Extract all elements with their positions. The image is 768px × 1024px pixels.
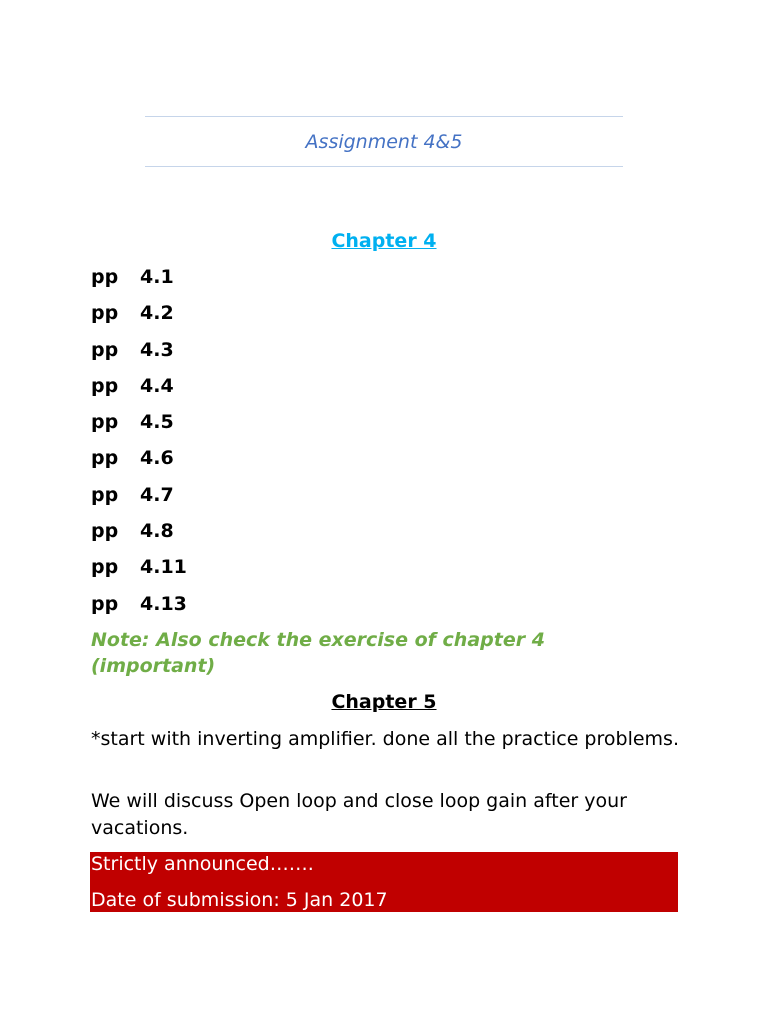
problem-number: 4.4 (140, 374, 174, 397)
chapter-5-instruction: *start with inverting amplifier. done all the practice problems. (91, 728, 679, 750)
problem-number: 4.7 (140, 483, 174, 506)
list-item (91, 337, 187, 373)
problem-number: 4.6 (140, 447, 174, 470)
problem-prefix: pp (91, 302, 119, 325)
chapter-4-heading: Chapter 4 (331, 230, 437, 252)
list-item (91, 554, 187, 590)
problem-number: 4.13 (140, 592, 187, 615)
list-item (91, 300, 187, 336)
problem-prefix: pp (91, 592, 119, 615)
list-item (91, 264, 187, 300)
chapter-4-note: Note: Also check the exercise of chapter 4 (important) (91, 629, 545, 677)
list-item (91, 591, 187, 627)
list-item (91, 409, 187, 445)
problem-number: 4.2 (140, 302, 174, 325)
problem-number: 4.11 (140, 556, 187, 579)
list-item (91, 518, 187, 554)
problem-prefix: pp (91, 411, 119, 434)
problem-number: 4.5 (140, 411, 174, 434)
problem-prefix: pp (91, 556, 119, 579)
header-top-rule (145, 116, 623, 117)
list-item (91, 482, 187, 518)
problem-prefix: pp (91, 266, 119, 288)
problem-prefix: pp (91, 338, 119, 361)
announcement-text: Strictly announced……. (91, 853, 314, 875)
problem-prefix: pp (91, 447, 119, 470)
chapter-5-discussion-note: We will discuss Open loop and close loop gain after your vacations. (91, 790, 627, 839)
chapter-5-heading: Chapter 5 (331, 691, 437, 713)
list-item (91, 445, 187, 481)
chapter-4-problem-list (91, 264, 187, 627)
problem-number: 4.1 (140, 266, 174, 288)
list-item (91, 373, 187, 409)
submission-date: Date of submission: 5 Jan 2017 (91, 889, 388, 911)
problem-prefix: pp (91, 374, 119, 397)
header-bottom-rule (145, 166, 623, 167)
document-title: Assignment 4&5 (305, 131, 463, 153)
problem-number: 4.8 (140, 520, 174, 543)
problem-number: 4.3 (140, 338, 174, 361)
problem-prefix: pp (91, 483, 119, 506)
problem-prefix: pp (91, 520, 119, 543)
